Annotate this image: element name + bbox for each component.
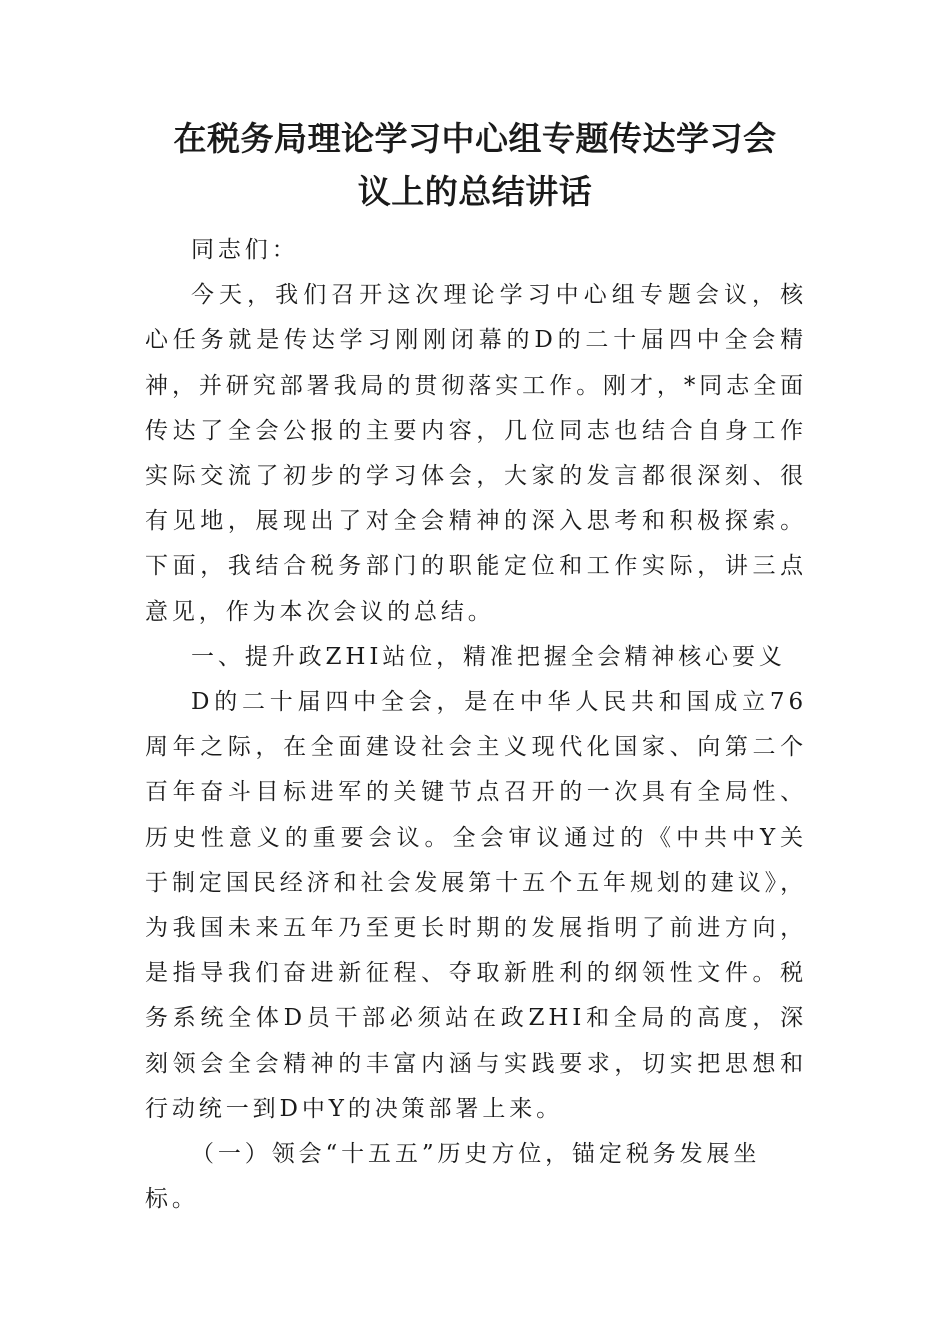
salutation: 同志们：	[191, 237, 299, 263]
paragraph-section-1: D的二十届四中全会，是在中华人民共和国成立76周年之际，在全面建设社会主义现代化国家、向第二个百年奋斗目标进军的关键节点召开的一次具有全局性、历史性意义的重要会议。全会审议通过的《中共中Y关于制定国民经济和社会发展第十五个五年规划的建议》，为我国未来五年乃至更长时期的发展指明了前进方向，是指导我们奋进新征程、夺取新胜利的纲领性文件。税务系统全体D员干部必须站在政ZHI和全局的高度，深刻领会全会精神的丰富内涵与实践要求，切实把思想和行动统一到D中Y的决策部署上来。	[145, 689, 807, 1122]
document-body	[145, 228, 807, 1222]
title-line-2: 议上的总结讲话	[357, 172, 593, 211]
paragraph-intro: 今天，我们召开这次理论学习中心组专题会议，核心任务就是传达学习刚刚闭幕的D的二十届四中全会精神，并研究部署我局的贯彻落实工作。刚才，*同志全面传达了全会公报的主要内容，几位同志也结合自身工作实际交流了初步的学习体会，大家的发言都很深刻、很有见地，展现出了对全会精神的深入思考和积极探索。下面，我结合税务部门的职能定位和工作实际，讲三点意见，作为本次会议的总结。	[145, 282, 807, 625]
section-heading-1: 一、提升政ZHI站位，精准把握全会精神核心要义	[191, 643, 786, 670]
subsection-heading-1: （一）领会“十五五”历史方位，锚定税务发展坐标。	[145, 1141, 761, 1213]
document-title	[140, 112, 810, 218]
title-line-1: 在税务局理论学习中心组专题传达学习会	[173, 119, 777, 158]
